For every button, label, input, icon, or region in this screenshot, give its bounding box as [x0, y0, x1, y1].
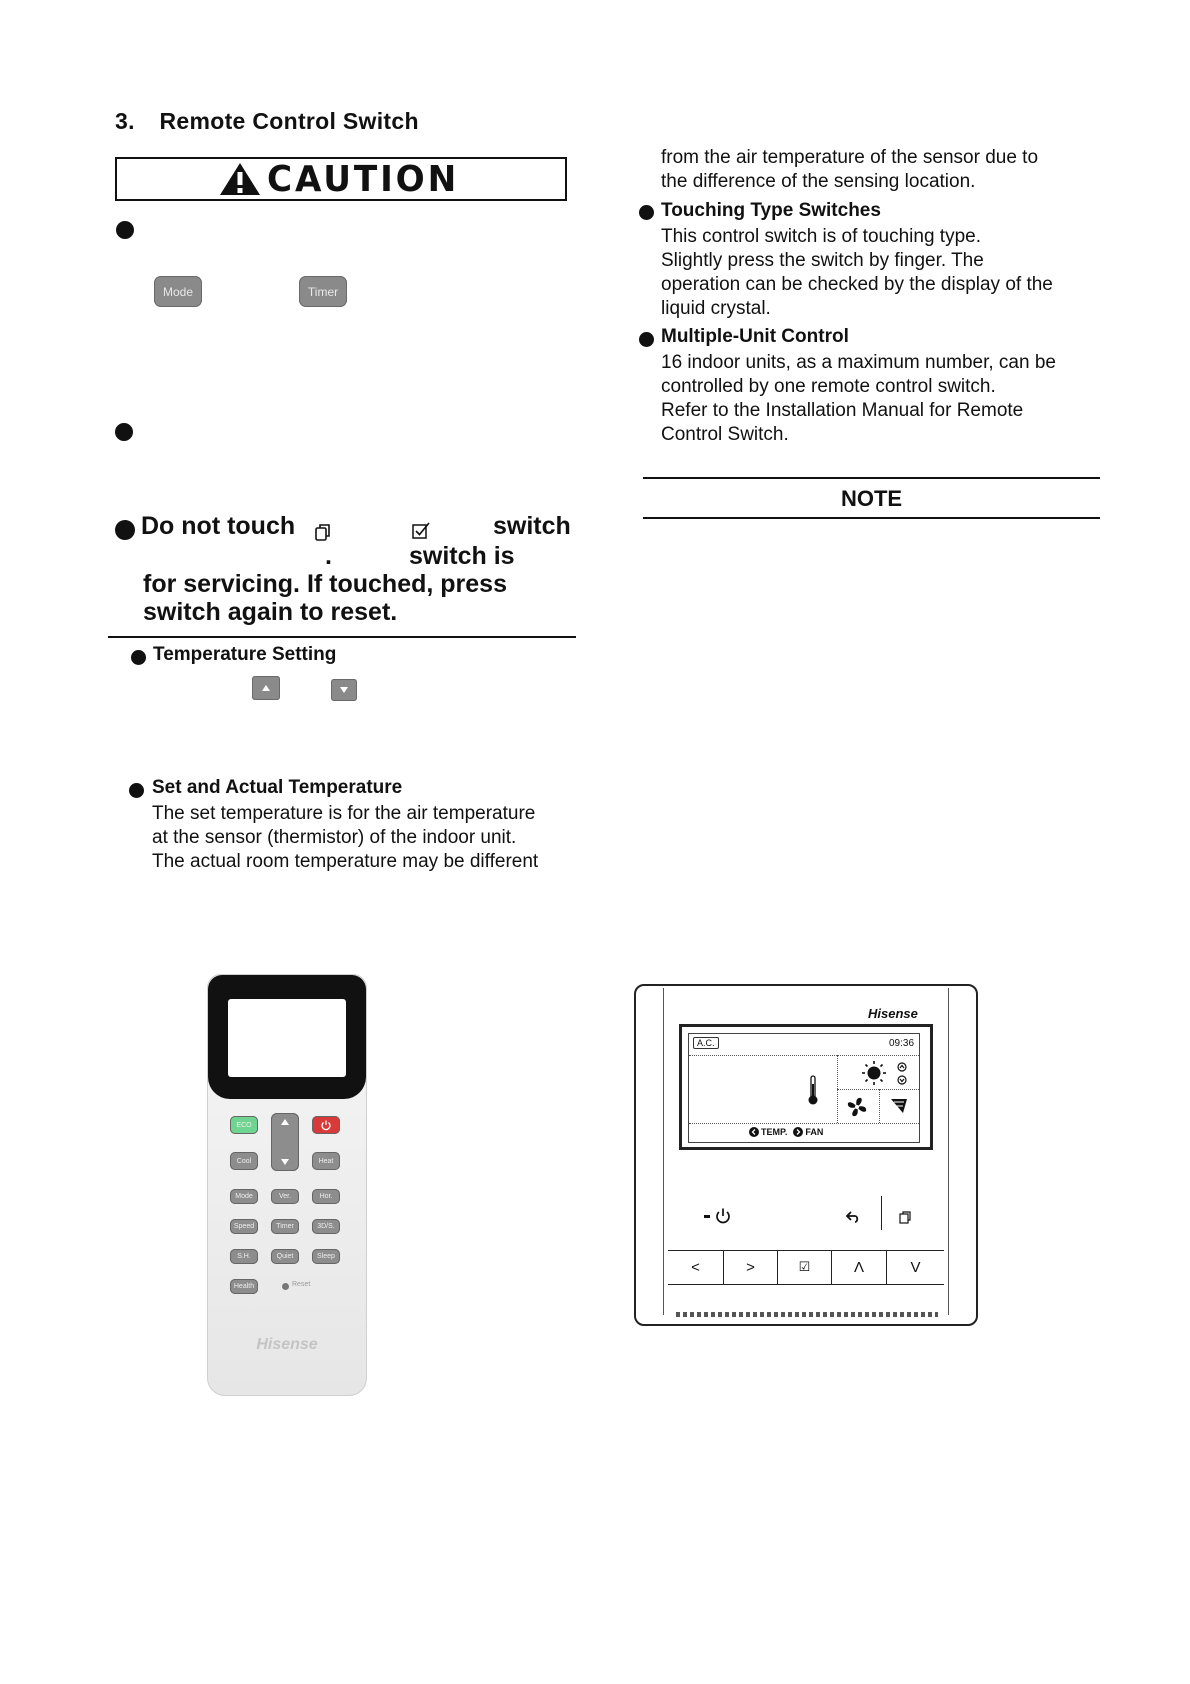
text-line: The actual room temperature may be different: [152, 851, 539, 872]
copy-key[interactable]: [898, 1210, 912, 1224]
set-actual-heading: Set and Actual Temperature: [152, 777, 403, 798]
bullet: [116, 221, 134, 239]
caution-banner: [115, 157, 567, 201]
ver-button[interactable]: Ver.: [271, 1189, 299, 1204]
confirm-key[interactable]: ☑: [798, 1259, 811, 1274]
text-line: Control Switch.: [661, 424, 789, 445]
arrow-down-icon: [339, 686, 349, 694]
remote-head: [208, 975, 366, 1099]
text-line: Slightly press the switch by finger. The: [661, 250, 984, 271]
power-button[interactable]: [312, 1116, 340, 1134]
power-key[interactable]: [704, 1207, 732, 1225]
reset-label: Reset: [292, 1281, 311, 1288]
cool-button[interactable]: Cool: [230, 1152, 258, 1170]
sleep-button[interactable]: Sleep: [312, 1249, 340, 1264]
warning-switch-2: switch is: [409, 542, 515, 570]
lcd-divider: [837, 1089, 919, 1090]
power-icon: [320, 1119, 332, 1131]
divider: [108, 636, 576, 638]
multiple-heading: Multiple-Unit Control: [661, 326, 849, 347]
clock: 09:36: [889, 1038, 915, 1049]
temperature-setting-heading: Temperature Setting: [153, 644, 337, 665]
down-key[interactable]: V: [910, 1258, 921, 1276]
timer-button[interactable]: Timer: [299, 276, 347, 307]
sh-button[interactable]: S.H.: [230, 1249, 258, 1264]
controller-brand-logo: Hisense: [868, 1006, 918, 1021]
arrow-down-icon: [280, 1158, 290, 1166]
remote-up-down-rocker[interactable]: [271, 1113, 299, 1171]
bullet: [639, 332, 654, 347]
left-key[interactable]: <: [691, 1258, 700, 1276]
text-line: from the air temperature of the sensor due to: [661, 147, 1039, 168]
text-line: 16 indoor units, as a maximum number, can be: [661, 352, 1056, 373]
text-line: This control switch is of touching type.: [661, 226, 981, 247]
text-line: controlled by one remote control switch.: [661, 376, 996, 397]
up-down-arrows-icon: [897, 1062, 907, 1086]
lcd-hints: [749, 1127, 823, 1137]
bullet: [115, 423, 133, 441]
bottom-vent: [676, 1312, 938, 1317]
right-key[interactable]: >: [746, 1258, 755, 1276]
bullet: [115, 520, 135, 540]
bullet: [129, 783, 144, 798]
bullet: [639, 205, 654, 220]
touching-text: [661, 225, 1053, 321]
right-arrow-icon: [793, 1127, 803, 1137]
3d-button[interactable]: 3D/S.: [312, 1219, 340, 1234]
arrow-up-icon: [280, 1118, 290, 1126]
check-box-icon: [411, 520, 431, 540]
text-line: operation can be checked by the display of the: [661, 274, 1053, 295]
lcd-inner-frame: [688, 1033, 920, 1143]
text-line: at the sensor (thermistor) of the indoor unit.: [152, 827, 517, 848]
left-arrow-icon: [749, 1127, 759, 1137]
section-title: Remote Control Switch: [159, 108, 419, 134]
bullet: [131, 650, 146, 665]
warning-line-3: switch again to reset.: [143, 598, 398, 626]
indicator-dash: [704, 1215, 710, 1218]
temp-hint: TEMP.: [761, 1127, 788, 1137]
controller-lcd: [679, 1024, 933, 1150]
set-actual-text: [152, 802, 538, 874]
text-line: the difference of the sensing location.: [661, 171, 976, 192]
quiet-button[interactable]: Quiet: [271, 1249, 299, 1264]
mode-button[interactable]: Mode: [154, 276, 202, 307]
warning-triangle-icon: [218, 161, 262, 197]
continued-text: [661, 146, 1038, 194]
reset-pinhole[interactable]: [282, 1283, 289, 1290]
frame-line: [948, 988, 949, 1315]
eco-button[interactable]: ECO: [230, 1116, 258, 1134]
text-line: The set temperature is for the air temperature: [152, 803, 536, 824]
wall-controller: [634, 984, 978, 1326]
warning-line-2: for servicing. If touched, press: [143, 570, 507, 598]
remote-brand-logo: Hisense: [256, 1336, 318, 1353]
sun-icon: [861, 1060, 887, 1086]
lcd-divider: [689, 1123, 919, 1124]
warning-switch-1: switch: [493, 512, 571, 540]
note-heading: NOTE: [840, 486, 903, 511]
note-rule-bottom: [643, 517, 1100, 519]
multiple-text: [661, 351, 1056, 447]
hor-button[interactable]: Hor.: [312, 1189, 340, 1204]
section-number: 3.: [115, 108, 135, 134]
temp-up-button[interactable]: [252, 676, 280, 700]
touching-heading: Touching Type Switches: [661, 200, 881, 221]
section-heading: [115, 108, 419, 135]
mode-tag: A.C.: [693, 1037, 719, 1049]
remote-display: [228, 999, 346, 1077]
warning-prefix: Do not touch: [141, 512, 296, 540]
thermometer-icon: [807, 1074, 819, 1106]
remote-timer-button[interactable]: Timer: [271, 1219, 299, 1234]
lcd-divider: [879, 1089, 880, 1123]
text-line: Refer to the Installation Manual for Remote: [661, 400, 1024, 421]
text-line: liquid crystal.: [661, 298, 771, 319]
speed-button[interactable]: Speed: [230, 1219, 258, 1234]
heat-button[interactable]: Heat: [312, 1152, 340, 1170]
health-button[interactable]: Health: [230, 1279, 258, 1294]
louver-icon: [889, 1096, 909, 1116]
temp-down-button[interactable]: [331, 679, 357, 701]
handheld-remote: [207, 974, 367, 1396]
key-row-bottom: [668, 1284, 944, 1285]
copy-icon: [314, 522, 332, 542]
key-divider: [881, 1196, 882, 1230]
up-key[interactable]: Λ: [853, 1258, 865, 1276]
fan-icon: [845, 1095, 869, 1119]
frame-line: [663, 988, 664, 1315]
arrow-key-row: [668, 1250, 944, 1284]
warning-period: .: [325, 542, 332, 570]
lcd-divider: [689, 1055, 919, 1056]
power-icon: [714, 1207, 732, 1225]
caution-label: CAUTION: [267, 158, 459, 200]
fan-hint: FAN: [805, 1127, 824, 1137]
back-key[interactable]: [845, 1209, 861, 1225]
arrow-up-icon: [261, 684, 271, 692]
note-rule-top: [643, 477, 1100, 479]
remote-mode-button[interactable]: Mode: [230, 1189, 258, 1204]
